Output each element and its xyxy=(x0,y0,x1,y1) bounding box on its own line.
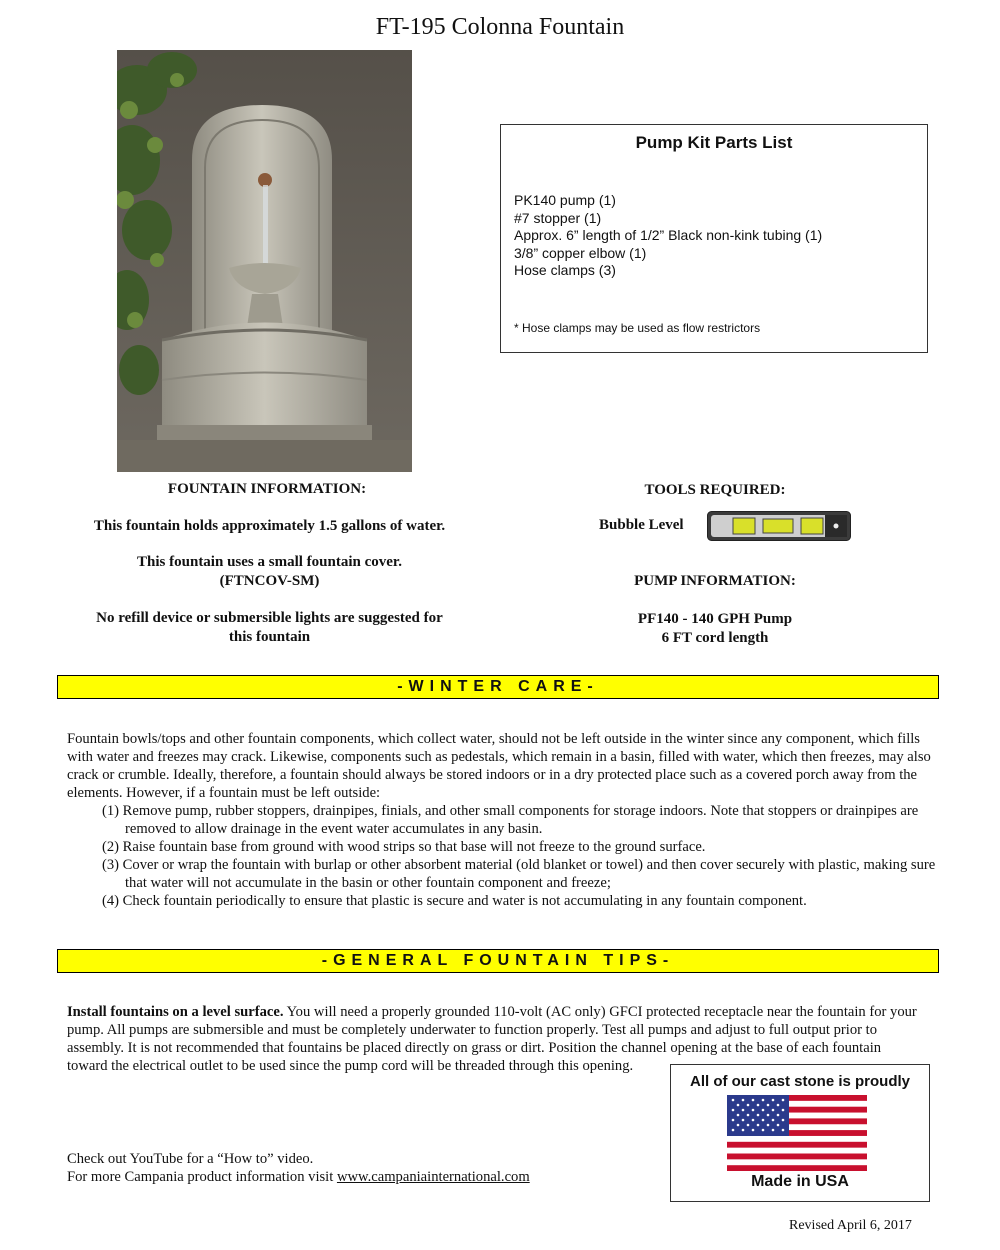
pump-kit-note: * Hose clamps may be used as flow restrictors xyxy=(514,321,761,335)
more-info-prefix: For more Campania product information visit xyxy=(67,1169,337,1185)
fountain-cover-line: This fountain uses a small fountain cover. xyxy=(137,554,402,570)
winter-care-text xyxy=(67,730,947,910)
list-item: #7 stopper (1) xyxy=(514,209,602,226)
usa-tagline: All of our cast stone is proudly xyxy=(689,1073,911,1090)
revised-date: Revised April 6, 2017 xyxy=(789,1218,912,1233)
tips-body: You will need a properly grounded 110-volt (AC only) GFCI protected receptacle near the fountain for your pump. All pumps are submersible and must be completely underwater to function properly. Test all pumps and adjust to full output prior to assembly. It is not recommended that fountains be placed directly on grass or dirt. Position the channel opening at the base of each fountain toward the electrical outlet to be used since the pump cord will be threaded through this opening. xyxy=(67,1004,917,1074)
winter-intro: Fountain bowls/tops and other fountain components, which collect water, should not be left outside in the winter since any component, which fills with water and freezes may crack. Likewise, components such as pedestals, which remain in a basin, filled with water, which then freezes, may also crack or crumble. Ideally, therefore, a fountain should always be stored indoors or in a dry protected place such as a covered porch away from the elements. However, if a fountain must be left outside: xyxy=(67,731,931,801)
list-item: PK140 pump (1) xyxy=(514,192,616,208)
winter-care-banner: -WINTER CARE- xyxy=(57,675,939,699)
pump-kit-title: Pump Kit Parts List xyxy=(635,133,793,152)
fountain-capacity: This fountain holds approximately 1.5 gallons of water. xyxy=(93,518,446,534)
made-in-usa-box xyxy=(670,1064,930,1202)
us-flag-icon xyxy=(727,1095,867,1171)
pump-cord-length: 6 FT cord length xyxy=(661,630,769,646)
pump-model: PF140 - 140 GPH Pump xyxy=(637,611,793,627)
tools-heading: TOOLS REQUIRED: xyxy=(644,482,786,498)
winter-step: (2) Raise fountain base from ground with wood strips so that base will not freeze to the ground surface. xyxy=(102,839,706,855)
list-item: Approx. 6” length of 1/2” Black non-kink tubing (1) xyxy=(514,227,823,243)
bubble-level-icon xyxy=(707,511,851,546)
list-item: 3/8” copper elbow (1) xyxy=(514,244,647,261)
tips-lead: Install fountains on a level surface. xyxy=(67,1004,284,1020)
campania-link[interactable]: www.campaniainternational.com xyxy=(336,1169,530,1185)
list-item: Hose clamps (3) xyxy=(514,262,616,278)
general-tips-banner: -GENERAL FOUNTAIN TIPS- xyxy=(57,949,939,973)
winter-step: (3) Cover or wrap the fountain with burlap or other absorbent material (old blanket or towel) and then cover securely with plastic, making sure that water will not accumulate in the basin or other fountain component and freeze; xyxy=(102,857,936,891)
winter-step: (4) Check fountain periodically to ensure that plastic is secure and water is not accumulating in any fountain component. xyxy=(102,893,807,909)
winter-step: (1) Remove pump, rubber stoppers, drainpipes, finials, and other small components for storage indoors. Note that stoppers or drainpipes are removed to allow drainage in the event water accumulates in any basin. xyxy=(102,803,919,837)
youtube-note: Check out YouTube for a “How to” video. xyxy=(67,1151,314,1167)
more-info xyxy=(67,1150,627,1186)
pump-kit-parts-box xyxy=(500,124,928,353)
fountain-info-heading: FOUNTAIN INFORMATION: xyxy=(167,481,367,497)
fountain-photo xyxy=(117,50,412,472)
page-title: FT-195 Colonna Fountain xyxy=(375,14,625,40)
tool-item: Bubble Level xyxy=(599,517,684,533)
fountain-refill-note: No refill device or submersible lights are suggested for xyxy=(96,610,443,626)
fountain-cover-sku: (FTNCOV-SM) xyxy=(219,573,320,589)
made-in-usa-label: Made in USA xyxy=(751,1173,849,1190)
pump-info-heading: PUMP INFORMATION: xyxy=(634,573,796,589)
pump-kit-list xyxy=(514,192,822,280)
fountain-refill-note-2: this fountain xyxy=(228,629,311,645)
